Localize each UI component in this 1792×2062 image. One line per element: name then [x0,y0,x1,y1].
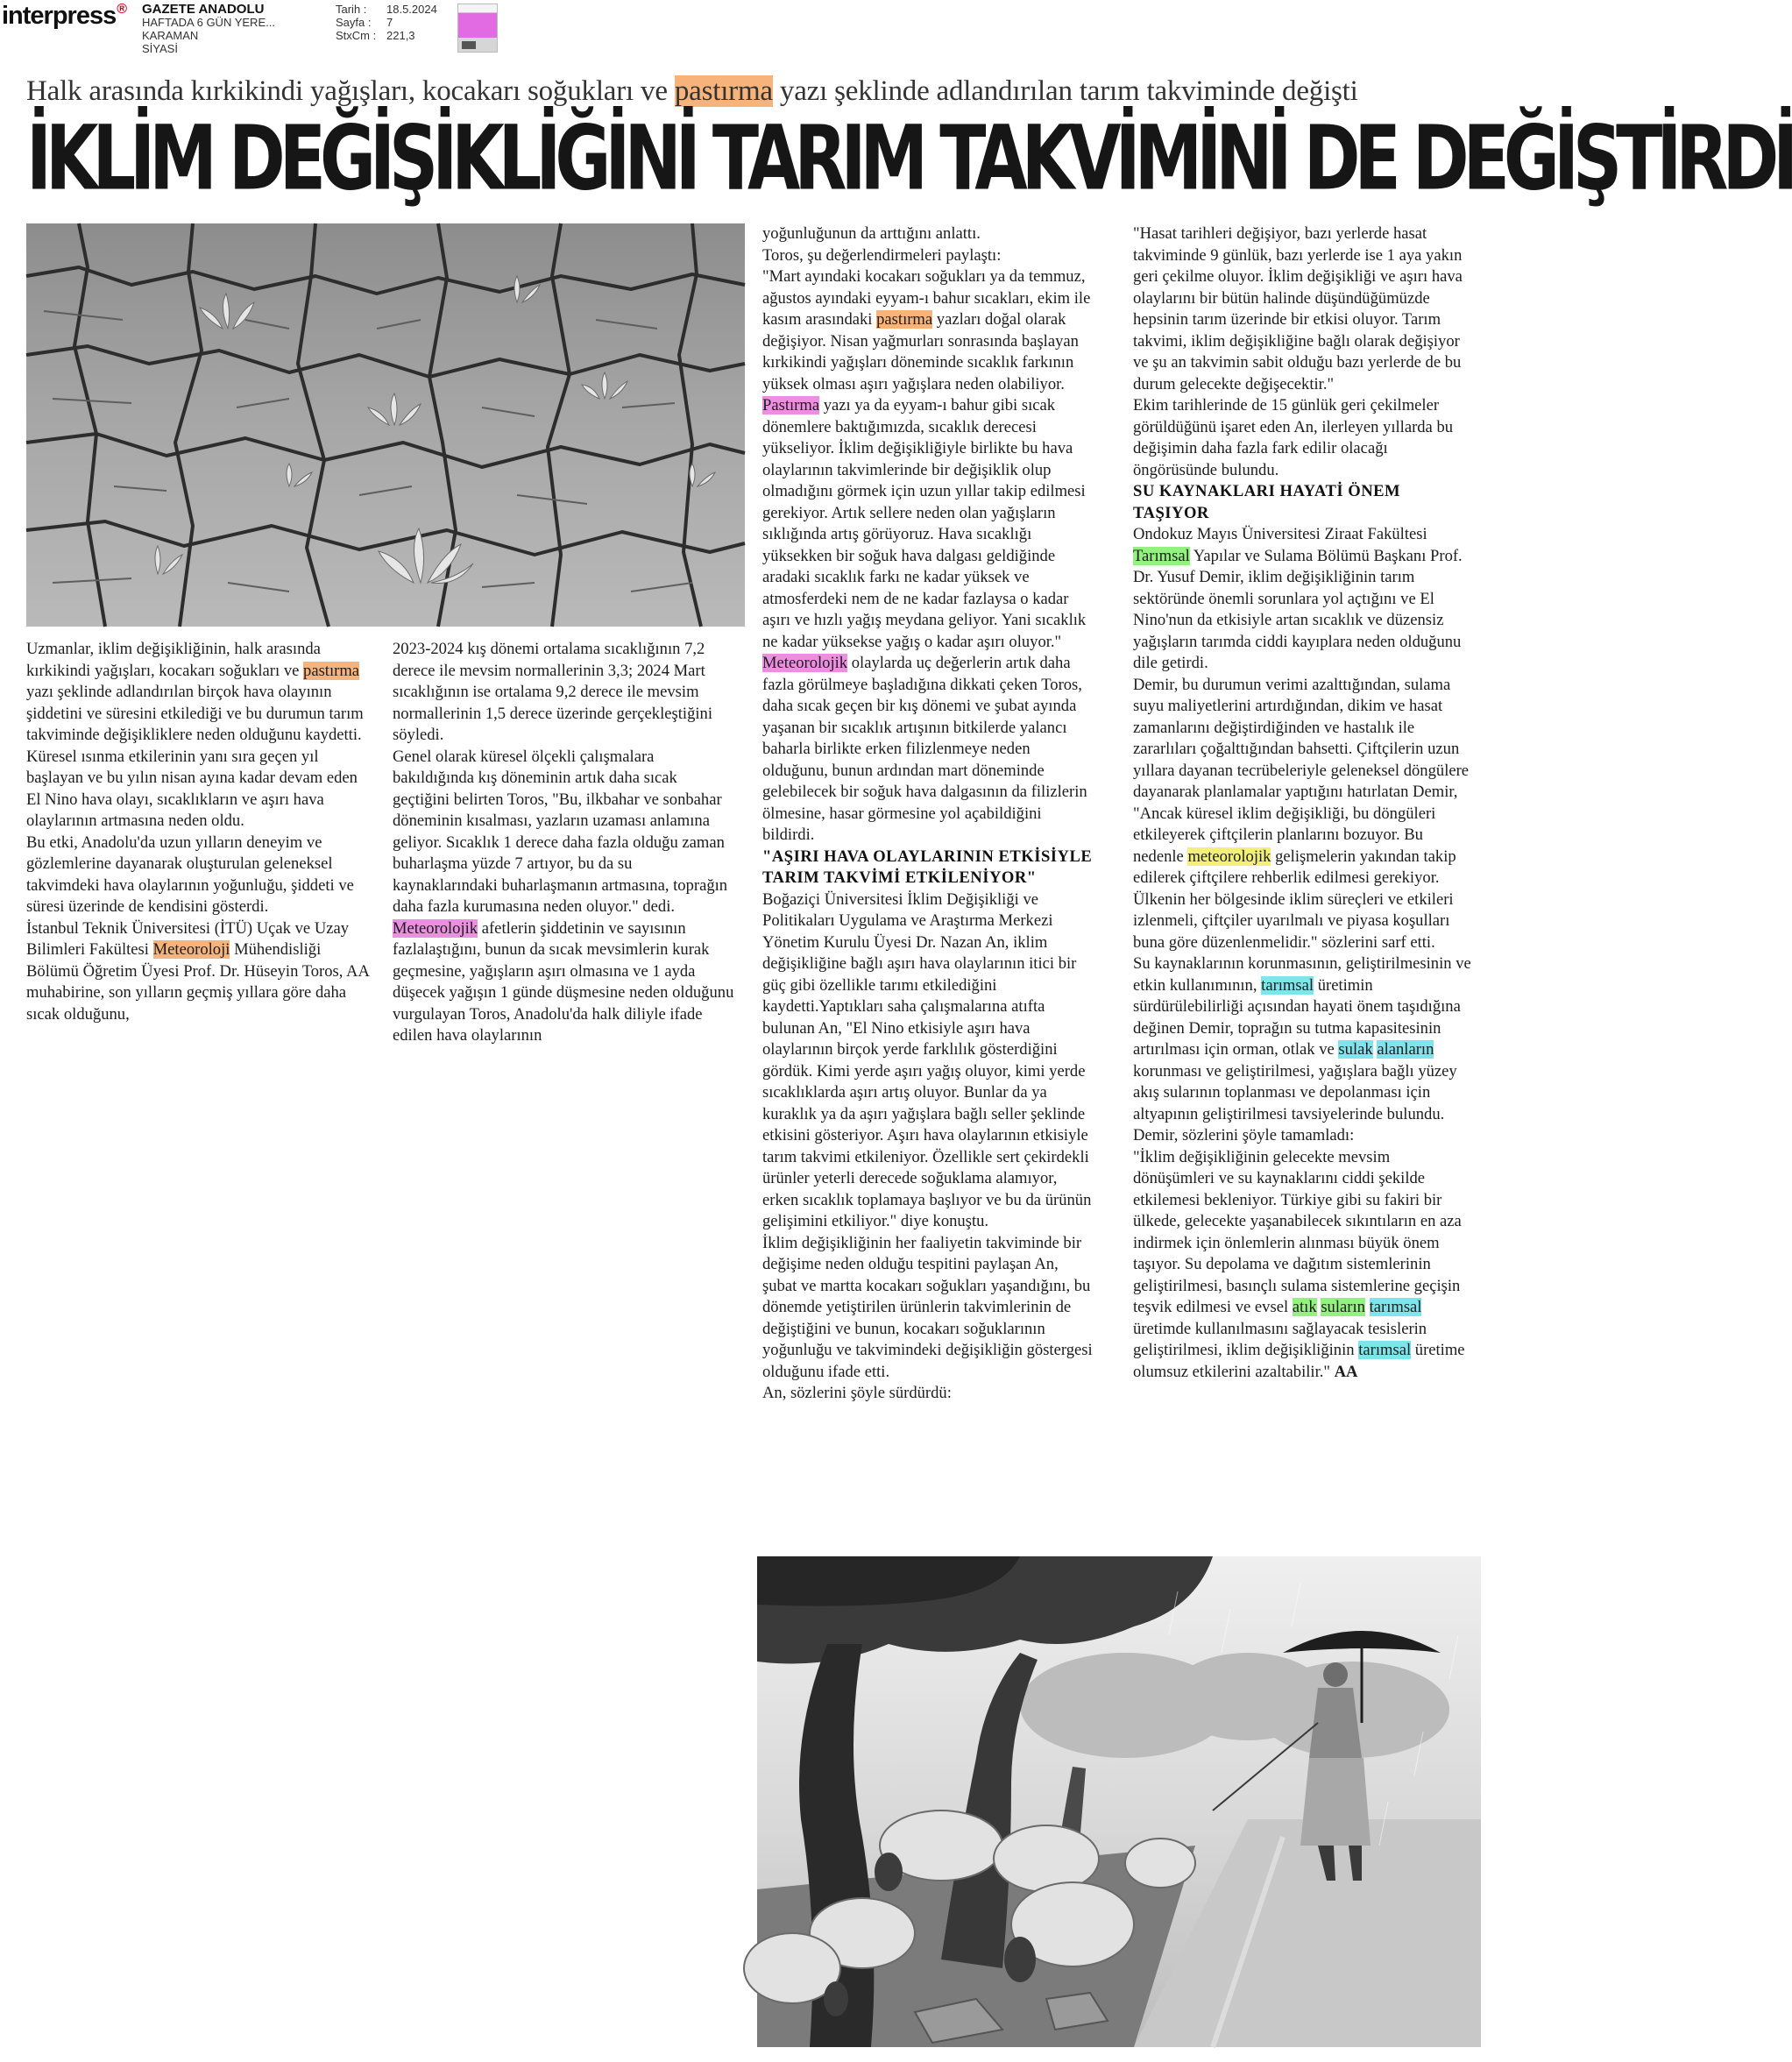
paragraph: Demir, bu durumun verimi azalttığından, sulama suyu maliyetlerini artırdığından, dikim ve hasat zamanlarını değiştirdiğinden ve hastalık ile zararlıları çoğalttığından bahsetti. Çiftçilerin uzun yıllara dayanan tecrübeleriyle geleneksel döngülere dayanarak planlamalar yaptığını hatırlatan Demir, "Ancak küresel iklim değişikliği, bu döngüleri etkileyerek çiftçilerin planlarını bozuyor. Bu nedenle meteorolojik gelişmelerin yakından takip edilerek çiftçilere rehberlik edilmesi gerekiyor. Ülkenin her bölgesinde iklim süreçleri ve etkileri izlenmeli, çiftçiler uyarılmalı ve piyasa koşulları buna göre düzenlenmelidir." sözlerini sarf etti. [1133,675,1470,952]
paragraph: An, sözlerini şöyle sürdürdü: [762,1384,952,1402]
publication-category: SİYASİ [142,42,178,55]
paragraph: Meteorolojik afetlerin şiddetinin ve sayısının fazlalaştığını, bunun da sıcak mevsimlerin kurak geçmesine, yağışların aşırı olmasına ve 1 ayda düşecek yağışın 1 günde düşmesine neden olduğunu vurgulayan Toros, Anadolu'da halk diliyle ifade edilen hava olaylarının [393,918,734,1045]
article-column-1 [26,639,370,1025]
paragraph: yoğunluğunun da arttığını anlattı. [762,224,981,243]
highlight-pastirma: pastırma [303,661,360,680]
paragraph: Uzmanlar, iklim değişikliğinin, halk arasında kırkikindi yağışları, kocakarı soğukları ve pastırma yazı şeklinde adlandırılan birçok hava olayının şiddetini ve süresini etkilediği ve bu durumun tarım takviminde değişikliklere neden olduğunu kaydetti. [26,640,364,744]
highlight-tarimsal: tarımsal [1358,1341,1412,1359]
paragraph: "İklim değişikliğinin gelecekte mevsim dönüşümleri ve su kaynaklarını ciddi şekilde etkilemesi bekleniyor. Türkiye gibi su fakiri bir ülkede, gelecekte yaşanabilecek sıkıntıların en aza indirmek için önlemlerin alınması büyük önem taşıyor. Su depolama ve dağıtım sistemlerinin geliştirilmesi, basınçlı sulama sistemlerine geçişin teşvik edilmesi ve evsel atık suların tarımsal üretimde kullanılmasını sağlayacak tesislerin geliştirilmesi, iklim değişikliğinin tarımsal üretime olumsuz etkilerini azaltabilir." AA [1133,1147,1465,1381]
highlight-meteorolojik: meteorolojik [1187,847,1271,866]
interpress-logo [2,2,126,31]
paragraph: İklim değişikliğinin her faaliyetin takviminde bir değişime neden olduğu tespitini paylaşan An, şubat ve martta kocakarı soğukları yaşandığını, bu dönemde yetiştirilen ürünlerin takvimlerinin de değiştiğini ve bunun, kocakarı soğuklarının yoğunluğu ve takvimindeki değişikliğin göstergesi olduğunu ifade etti. [762,1233,1093,1381]
highlight-sularin: suların [1321,1298,1365,1316]
publication-info [142,3,275,55]
highlight-tarimsal: tarımsal [1369,1298,1422,1316]
meta-date: Tarih : 18.5.2024 [336,3,437,16]
paragraph: Ondokuz Mayıs Üniversitesi Ziraat Fakültesi Tarımsal Yapılar ve Sulama Bölümü Başkanı Prof. Dr. Yusuf Demir, iklim değişikliğinin tarım sektöründe önemli sorunlara yol açtığını ve El Nino'nun da etkisiyle artan sıcaklık ve düzensiz yağışların tarımda ciddi kayıplara neden olduğunu dile getirdi. [1133,525,1463,672]
section-heading: SU KAYNAKLARI HAYATİ ÖNEM TAŞIYOR [1133,482,1401,522]
article-column-2 [393,639,736,1047]
highlight-tarimsal: tarımsal [1261,975,1314,995]
publication-city: KARAMAN [142,29,199,42]
paragraph: Su kaynaklarının korunmasının, geliştirilmesinin ve etkin kullanımının, tarımsal üretimin sürdürülebilirliği açısından hayati önem taşıdığına değinen Demir, toprağın su tutma kapasitesinin artırılması için orman, otlak ve sulak alanların korunması ve geliştirilmesi, yağışlara bağlı yüzey akış sularının toplanması ve depolanması için altyapının geliştirilmesi tavsiyelerinde bulundu. [1133,954,1471,1123]
paragraph: Toros, şu değerlendirmeleri paylaştı: [762,245,1002,265]
highlight-meteorolojik: Meteorolojik [762,654,848,672]
paragraph: Meteorolojik olaylarda uç değerlerin artık daha fazla görülmeye başladığına dikkati çeken Toros, daha sıcak geçen bir kış dönemi ve şubat ayında yaşanan bir sıcaklık artışının bitkilerde yalancı baharla birlikte erken filizlenmeye neden olduğunu, bunun ardından mart döneminde gelebilecek bir soğuk hava dalgasının da filizlerin ölmesine, hasar görmesine yol açabildiğini bildirdi. [762,654,1087,844]
highlight-sulak: sulak [1338,1040,1373,1059]
highlight-alanlarin: alanların [1377,1040,1434,1059]
highlight-pastirma: pastırma [876,310,933,329]
highlight-meteoroloji: Meteoroloji [152,940,230,959]
article-title: İKLİM DEĞİŞİKLİĞİNİ TARIM TAKVİMİNİ DE DEĞİŞTİRDİ [26,108,1792,211]
paragraph: İstanbul Teknik Üniversitesi (İTÜ) Uçak ve Uzay Bilimleri Fakültesi Meteoroloji Mühendisliği Bölümü Öğretim Üyesi Prof. Dr. Hüseyin Toros, AA muhabirine, son yılların geçmiş yıllara göre daha sıcak olduğunu, [26,918,369,1024]
article-column-4 [1133,223,1475,1383]
paragraph: Boğaziçi Üniversitesi İklim Değişikliği ve Politikaları Uygulama ve Araştırma Merkezi Yönetim Kurulu Üyesi Dr. Nazan An, iklim değişikliğine bağlı aşırı hava olaylarının itici bir güç gibi özellikle tarımı etkilediğini kaydetti.Yaptıkları saha çalışmalarına atıfta bulunan An, "El Nino etkisiyle aşırı hava olaylarının birçok yerde farklılık gösterdiğini gördük. Kimi yerde aşırı yağış oluyor, kimi yerde sıcaklıklarda aşırı artış oluyor. Bunlar da ya kuraklık ya da aşırı yağışlara bağlı seller şeklinde etkisini gösteriyor. Aşırı hava olaylarının etkisiyle tarım takvimi etkileniyor. Özellikle sert çekirdekli ürünler yeterli derecede soğuklama alamıyor, erken sıcaklık toplamaya başlıyor ve bu da ürünün gelişimini etkiliyor." diye konuştu. [762,889,1092,1230]
highlight-pastirma: Pastırma [762,396,820,415]
highlight-atik: atık [1292,1298,1317,1316]
paragraph: Pastırma yazı ya da eyyam-ı bahur gibi sıcak dönemlere baktığımızda, sıcaklık derecesi yükseliyor. İklim değişikliğiyle birlikte bu hava olaylarının takvimlerinde bir değişiklik olup olmadığını görmek için uzun yıllar takip edilmesi gerekiyor. Artık sellere neden olan yağışların sıklığında artış görüyoruz. Hava sıcaklığı yüksekken bir soğuk hava dalgası geldiğinde aradaki sıcaklık farkı ne kadar yüksek ve atmosferdeki nem de ne kadar fazlaysa o kadar aşırı ve hızlı yağış meydana geliyor. Yani sıcaklık ne kadar yüksekse yağış o kadar aşırı oluyor." [762,396,1087,651]
drought-cracked-soil-photo [26,223,745,627]
agency-signature: AA [1334,1362,1358,1381]
paragraph: 2023-2024 kış dönemi ortalama sıcaklığının 7,2 derece ile mevsim normallerinin 3,3; 2024 Mart sıcaklığının ise ortalama 9,2 derece ile mevsim normallerinin 1,5 derece üzerinde gerçekleştiğini söyledi. [393,640,713,744]
article-subhead: Halk arasında kırkikindi yağışları, kocakarı soğukları ve pastırma yazı şeklinde adlandırılan tarım takviminde değişti [26,75,1358,107]
paragraph: Demir, sözlerini şöyle tamamladı: [1133,1126,1355,1144]
shepherd-with-sheep-in-rain-photo [757,1556,1481,2047]
paragraph: Bu etki, Anadolu'da uzun yılların deneyim ve gözlemlerine dayanarak oluşturulan geleneksel takvimdeki hava olaylarının yoğunluğu, şiddeti ve süresi üzerinde de kendisini gösterdi. [26,833,354,916]
highlight-tarimsal: Tarımsal [1133,546,1190,565]
meta-page: Sayfa : 7 [336,16,393,29]
paragraph: Küresel ısınma etkilerinin yanı sıra geçen yıl başlayan ve bu yılın nisan ayına kadar devam eden El Nino hava olayı, sıcaklıkların ve aşırı hava olaylarının artmasına neden oldu. [26,747,358,830]
article-column-3 [762,223,1095,1405]
logo-text: interpress [2,2,117,30]
paragraph: "Hasat tarihleri değişiyor, bazı yerlerde hasat takviminde 9 günlük, bazı yerlerde ise 1 aya yakın geri çekilme oluyor. İklim değişikliği ve aşırı hava olaylarını bir bütün halinde düşündüğümüzde hepsinin tarım üzerinde bir etkisi oluyor. Tarım takvimi, iklim değişikliğine bağlı olarak değişiyor ve şu an takvimin sabit olduğu bazı yerlerde de bu durum gelecekte değişecektir." [1133,224,1463,393]
publication-frequency: HAFTADA 6 GÜN YERE... [142,16,275,29]
highlight-pastirma: pastırma [674,75,773,107]
clipping-meta [336,3,437,42]
page-thumbnail-icon[interactable] [457,4,498,53]
paragraph: "Mart ayındaki kocakarı soğukları ya da temmuz, ağustos ayındaki eyyam-ı bahur sıcakları, ekim ile kasım arasındaki pastırma yazları doğal olarak değişiyor. Nisan yağmurları sonrasında başlayan kırkikindi yağışları döneminde sıcaklık farkının yüksek olması aşırı yağışlara neden olabiliyor. [762,267,1091,393]
paragraph: Ekim tarihlerinde de 15 günlük geri çekilmeler görüldüğünü işaret eden An, ilerleyen yıllarda bu değişimin daha fazla fark edilir olacağı öngörüsünde bulundu. [1133,396,1454,479]
paragraph: Genel olarak küresel ölçekli çalışmalara bakıldığında kış döneminin artık daha sıcak geçtiğini belirten Toros, "Bu, ilkbahar ve sonbahar döneminin kısalması, yazların uzaması anlamına geliyor. Sıcaklık 1 derece daha fazla olduğu zaman buharlaşma yüzde 7 artıyor, bu da su kaynaklarındaki buharlaşmanın artmasına, toprağın daha fazla kurumasına neden oluyor." dedi. [393,747,728,916]
highlight-meteorolojik: Meteorolojik [393,918,478,938]
publication-name: GAZETE ANADOLU [142,2,265,17]
section-heading: "AŞIRI HAVA OLAYLARININ ETKİSİYLE TARIM TAKVİMİ ETKİLENİYOR" [762,847,1093,887]
meta-stxcm: StxCm : 221,3 [336,29,415,42]
logo-registered-mark: ® [117,2,127,17]
